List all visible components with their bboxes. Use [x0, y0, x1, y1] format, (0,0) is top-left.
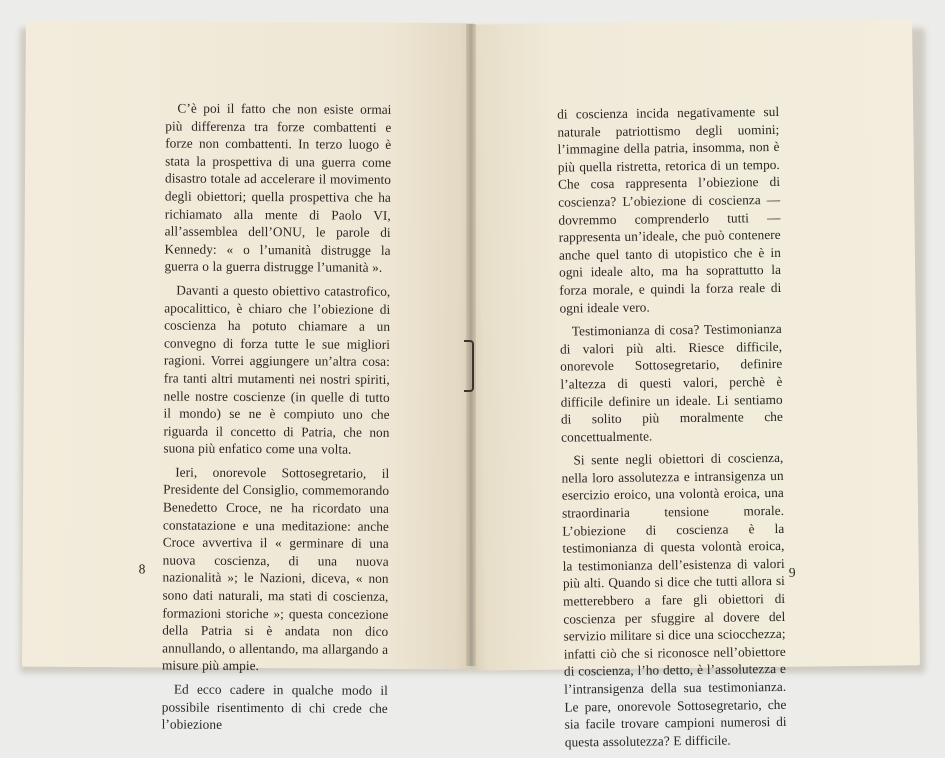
left-page-number: 8 [138, 561, 146, 577]
right-paragraph: Si sente negli obiettori di coscienza, nella loro assolutezza e intransigenza un esercizio eroico, una volontà eroica, una straordinaria tensione morale. L’obiezione di coscienza è la testimonianza di questa volontà eroica, la testimonianza dell’esistenza di valori più alti. Quando si dice che tutti allora si metterebbero a fare gli obiettori di coscienza per sfuggire al dovere del servizio militare si dice una sciocchezza; infatti ciò che si riconosce nell’obiettore di coscienza, l’ho detto, è l’assolutezza e l’intransigenza della sua testimonianza. Le pare, onorevole Sottosegretario, che sia facile trovare campioni numerosi di questa assolutezza? E difficile. [561, 450, 787, 750]
staple-icon [464, 340, 474, 392]
left-paragraph: Davanti a questo obiettivo catastrofico, apocalittico, è chiaro che l’obiezione di coscienza ha potuto chiamare a un convegno di forza tutte le sue migliori ragioni. Vorrei aggiungere un’altra cosa: fra tanti altri mutamenti nei nostri spiriti, nelle nostre coscienze (in quelle di tutto il mondo) se ne è compiuto uno che riguarda il concetto di Patria, che non suona più enfatico come una volta. [163, 282, 391, 457]
right-page-number: 9 [788, 564, 796, 580]
right-paragraph: Testimonianza di cosa? Testimonianza di valori più alti. Riesce difficile, onorevole Sottosegretario, definire l’altezza di questi valori, perchè è difficile definire un ideale. Li sentiamo di solito più moralmente che concettualmente. [559, 321, 783, 445]
left-paragraph: C’è poi il fatto che non esiste ormai più differenza tra forze combattenti e forze non combattenti. In terzo luogo è stata la prospettiva di una guerra come disastro totale ad accelerare il movimento degli obiettori; quella prospettiva che ha richiamato alla mente di Paolo VI, all’assemblea dell’ONU, le parole di Kennedy: « o l’umanità distrugge la guerra o la guerra distrugge l’umanità ». [164, 100, 392, 276]
right-page-text [557, 103, 787, 757]
right-paragraph: di coscienza incida negativamente sul naturale patriottismo degli uomini; l’immagine della patria, insomma, non è più quella ristretta, retorica di un tempo. Che cosa rappresenta l’obiezione di coscienza? L’obiezione di coscienza — dovremmo comprenderlo tutti — rappresenta un’ideale, che può contenere anche quel tanto di utopistico che è in ogni ideale alto, ma ha soprattutto la forza morale, e quindi la forza reale di ogni ideale vero. [557, 103, 782, 316]
left-page [22, 21, 474, 733]
left-paragraph: Ed ecco cadere in qualche modo il possibile risentimento di chi crede che l’obiezione [161, 681, 388, 733]
left-page-text [162, 99, 392, 740]
left-paragraph: Ieri, onorevole Sottosegretario, il Presidente del Consiglio, commemorando Benedetto Croce, ne ha ricordato una constatazione e una meditazione: anche Croce avvertiva il « germinare di una nuova coscienza, di una nuova nazionalità »; le Nazioni, diceva, « non sono dati naturali, ma stati di coscienza, formazioni storiche »; questa concezione della Patria si è andata non dico annullando, o allentando, ma allargando a misure più ampie. [161, 464, 390, 674]
right-page [466, 19, 920, 750]
